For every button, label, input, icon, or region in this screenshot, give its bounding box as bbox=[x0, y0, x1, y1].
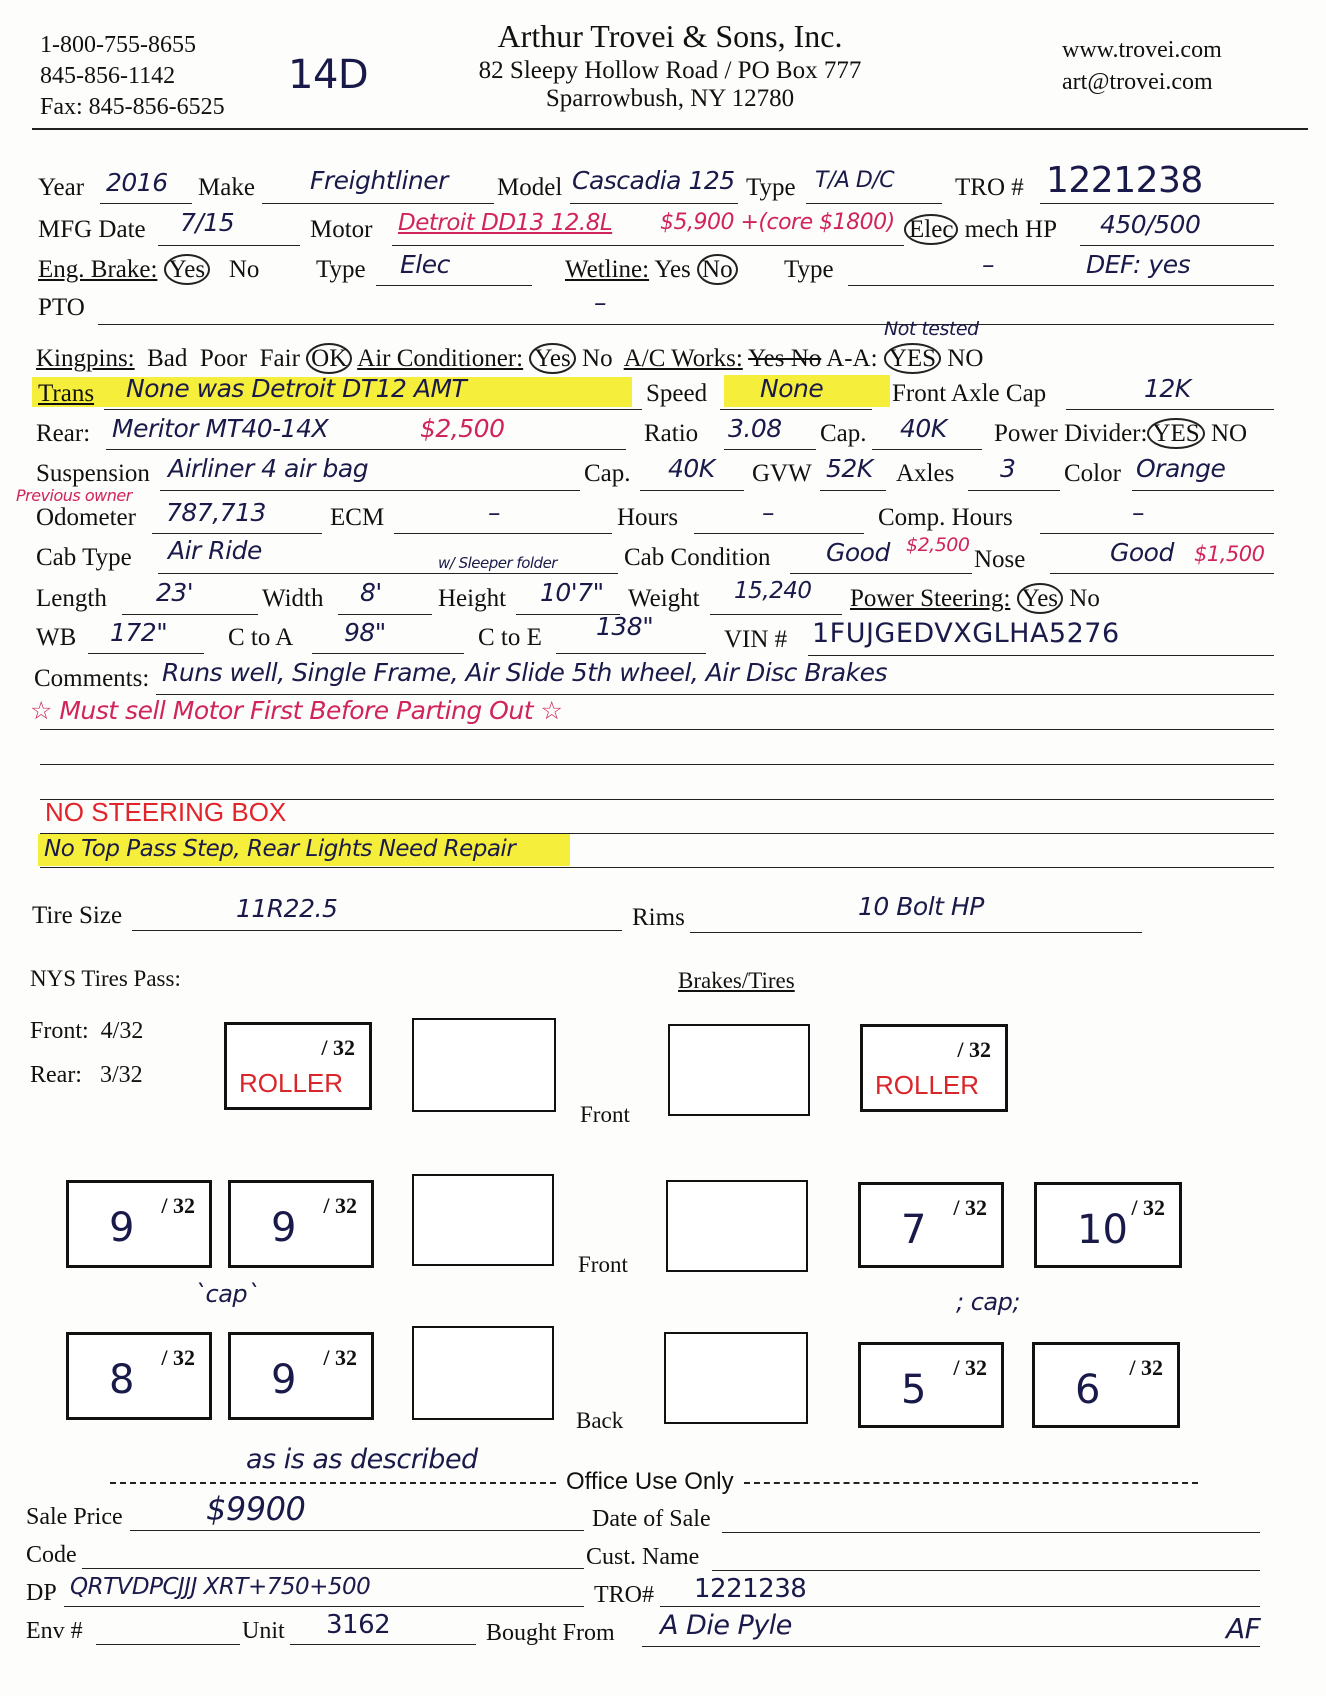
cap-note-left: `cap` bbox=[194, 1280, 259, 1308]
kingpins-ok-circled: OK bbox=[306, 343, 352, 374]
ac-yes-circled: Yes bbox=[529, 343, 575, 374]
tire-box-mid-right-1 bbox=[858, 1182, 1004, 1268]
tread-value: 8 bbox=[109, 1357, 135, 1403]
value-comment-2: ☆ Must sell Motor First Before Parting Out ☆ bbox=[30, 696, 563, 725]
label-c-to-e: C to E bbox=[478, 624, 542, 651]
value-length: 23' bbox=[156, 578, 194, 607]
label-c-to-a: C to A bbox=[228, 624, 294, 651]
motor-type-options bbox=[904, 216, 1057, 244]
label-eng-brake-type: Type bbox=[316, 256, 366, 283]
power-divider-row bbox=[994, 420, 1247, 448]
header-divider bbox=[32, 128, 1308, 130]
label-speed: Speed bbox=[646, 380, 708, 407]
brake-box-front-right bbox=[668, 1024, 810, 1116]
label-width: Width bbox=[262, 585, 324, 612]
tire-box-back-left-1 bbox=[66, 1332, 212, 1420]
tread-value: 9 bbox=[271, 1357, 297, 1403]
power-divider-yes-circled: YES bbox=[1147, 418, 1204, 449]
per32-label: / 32 bbox=[161, 1193, 195, 1218]
ac-no: No bbox=[582, 345, 613, 372]
tire-box-back-left-2 bbox=[228, 1332, 374, 1420]
engine-brake-row bbox=[38, 256, 259, 284]
label-type: Type bbox=[746, 174, 796, 201]
office-divider-left bbox=[110, 1482, 556, 1484]
tire-box-back-right-2 bbox=[1032, 1342, 1180, 1428]
label-height: Height bbox=[438, 585, 507, 612]
value-c-to-e: 138" bbox=[596, 612, 654, 641]
label-air-conditioner: Air Conditioner: bbox=[357, 345, 524, 372]
label-rims: Rims bbox=[632, 904, 685, 931]
value-model: Cascadia 125 bbox=[572, 166, 735, 195]
label-rear-cap: Cap. bbox=[820, 420, 867, 447]
value-type: T/A D/C bbox=[815, 168, 895, 193]
value-motor: Detroit DD13 12.8L bbox=[398, 210, 613, 236]
value-ratio: 3.08 bbox=[728, 414, 782, 443]
label-tro-2: TRO# bbox=[594, 1582, 654, 1608]
label-nose: Nose bbox=[974, 546, 1026, 573]
eng-brake-yes-circled: Yes bbox=[164, 254, 210, 285]
value-susp-cap: 40K bbox=[668, 454, 715, 483]
value-ecm: – bbox=[488, 498, 500, 527]
value-tire-size: 11R22.5 bbox=[236, 894, 338, 923]
value-nose-price: $1,500 bbox=[1194, 542, 1265, 566]
value-rear: Meritor MT40-14X bbox=[112, 414, 329, 443]
value-unit: 3162 bbox=[326, 1610, 391, 1640]
website: www.trovei.com bbox=[1062, 37, 1222, 63]
tire-box-mid-left-1 bbox=[66, 1180, 212, 1268]
value-bought-from: A Die Pyle bbox=[660, 1610, 792, 1641]
label-suspension: Suspension bbox=[36, 460, 150, 487]
label-power-divider: Power Divider: bbox=[994, 420, 1148, 447]
label-axles: Axles bbox=[896, 460, 955, 487]
ac-works-struck: Yes No bbox=[748, 345, 822, 372]
value-year: 2016 bbox=[106, 168, 168, 197]
value-wetline-type: – bbox=[982, 250, 994, 279]
label-brakes-tires: Brakes/Tires bbox=[678, 968, 795, 993]
kingpins-bad: Bad bbox=[147, 345, 188, 372]
value-cab-price: $2,500 bbox=[906, 534, 970, 556]
value-pto: – bbox=[594, 288, 606, 317]
per32-label: / 32 bbox=[321, 1035, 355, 1060]
power-steering-no: No bbox=[1069, 585, 1100, 612]
value-color: Orange bbox=[1136, 454, 1226, 483]
value-mfg-date: 7/15 bbox=[180, 208, 235, 237]
label-code: Code bbox=[26, 1542, 77, 1568]
tread-value: 5 bbox=[901, 1367, 927, 1413]
label-susp-cap: Cap. bbox=[584, 460, 631, 487]
tread-value: 6 bbox=[1075, 1367, 1101, 1413]
value-hours: – bbox=[762, 498, 774, 527]
per32-label: / 32 bbox=[953, 1195, 987, 1220]
label-front-2: Front bbox=[578, 1252, 628, 1277]
as-is-note: as is as described bbox=[246, 1444, 478, 1475]
label-office-use-only: Office Use Only bbox=[566, 1468, 734, 1495]
value-suspension: Airliner 4 air bag bbox=[168, 454, 369, 483]
label-dp: DP bbox=[26, 1580, 57, 1606]
label-eng-brake: Eng. Brake: bbox=[38, 256, 158, 283]
label-ratio: Ratio bbox=[644, 420, 699, 447]
power-steering-yes-circled: Yes bbox=[1017, 583, 1063, 614]
per32-label: / 32 bbox=[953, 1355, 987, 1380]
label-back: Back bbox=[576, 1408, 624, 1433]
label-comp-hours: Comp. Hours bbox=[878, 504, 1013, 531]
label-wetline-type: Type bbox=[784, 256, 834, 283]
value-vin: 1FUJGEDVXGLHA5276 bbox=[812, 618, 1120, 649]
label-comments: Comments: bbox=[34, 665, 150, 692]
label-make: Make bbox=[198, 174, 255, 201]
label-bought-from: Bought From bbox=[486, 1620, 615, 1646]
label-wb: WB bbox=[36, 624, 77, 651]
value-height-note: w/ Sleeper folder bbox=[438, 554, 557, 572]
value-tro-2: 1221238 bbox=[694, 1574, 807, 1604]
brake-box-mid-left bbox=[412, 1174, 554, 1266]
value-cab-condition: Good bbox=[826, 538, 890, 567]
value-wb: 172" bbox=[110, 618, 168, 647]
hand-note-14d: 14D bbox=[288, 52, 369, 98]
wetline-no-circled: No bbox=[697, 254, 738, 285]
tire-box-mid-right-2 bbox=[1034, 1182, 1182, 1268]
roller-label-left: ROLLER bbox=[239, 1068, 344, 1098]
elec-circled: Elec bbox=[904, 214, 958, 245]
label-cust-name: Cust. Name bbox=[586, 1544, 700, 1570]
label-trans: Trans bbox=[38, 380, 95, 407]
cap-note-right: ; cap; bbox=[956, 1288, 1020, 1316]
label-front-1: Front bbox=[580, 1102, 630, 1127]
value-dp: QRTVDPCJJJ XRT+750+500 bbox=[70, 1574, 371, 1600]
aa-no: NO bbox=[947, 345, 984, 372]
per32-label: / 32 bbox=[161, 1345, 195, 1370]
phone-2: 845-856-1142 bbox=[40, 63, 176, 89]
company-block bbox=[420, 18, 920, 113]
tire-box-back-right-1 bbox=[858, 1342, 1004, 1428]
value-cab-type: Air Ride bbox=[168, 536, 262, 565]
label-length: Length bbox=[36, 585, 107, 612]
no-steering-box-note: NO STEERING BOX bbox=[45, 797, 287, 827]
per32-label: / 32 bbox=[323, 1193, 357, 1218]
value-front-axle-cap: 12K bbox=[1144, 374, 1191, 403]
value-nose: Good bbox=[1110, 538, 1174, 567]
value-comment-3: No Top Pass Step, Rear Lights Need Repair bbox=[44, 836, 516, 862]
label-gvw: GVW bbox=[752, 460, 812, 487]
tread-value: 7 bbox=[901, 1207, 927, 1253]
brake-box-front-left bbox=[412, 1018, 556, 1112]
value-odometer: 787,713 bbox=[166, 498, 266, 527]
value-speed: None bbox=[760, 374, 824, 403]
label-vin: VIN # bbox=[724, 626, 788, 653]
value-sale-price: $9900 bbox=[206, 1490, 306, 1528]
value-def: DEF: yes bbox=[1086, 250, 1191, 279]
company-address-1: 82 Sleepy Hollow Road / PO Box 777 bbox=[478, 57, 862, 84]
kingpins-fair: Fair bbox=[259, 345, 300, 372]
aa-yes-circled: YES bbox=[884, 343, 941, 374]
label-power-steering: Power Steering: bbox=[850, 585, 1011, 612]
kingpins-row bbox=[36, 345, 983, 373]
value-tro: 1221238 bbox=[1046, 160, 1203, 201]
value-motor-price: $5,900 +(core $1800) bbox=[660, 210, 895, 235]
label-mfg-date: MFG Date bbox=[38, 216, 146, 243]
label-unit: Unit bbox=[242, 1618, 285, 1644]
value-rims: 10 Bolt HP bbox=[858, 892, 984, 921]
label-ecm: ECM bbox=[330, 504, 385, 531]
value-hp: 450/500 bbox=[1100, 210, 1201, 239]
phone-1: 1-800-755-8655 bbox=[40, 32, 196, 58]
email: art@trovei.com bbox=[1062, 69, 1213, 95]
per32-label: / 32 bbox=[1131, 1195, 1165, 1220]
company-address-2: Sparrowbush, NY 12780 bbox=[545, 85, 795, 112]
eng-brake-no: No bbox=[228, 256, 260, 283]
label-rear-pass: Rear: 3/32 bbox=[30, 1062, 143, 1088]
label-date-of-sale: Date of Sale bbox=[592, 1506, 711, 1532]
label-tire-size: Tire Size bbox=[32, 902, 123, 929]
label-model: Model bbox=[497, 174, 563, 201]
per32-label: / 32 bbox=[957, 1037, 991, 1062]
value-rear-price: $2,500 bbox=[420, 414, 505, 443]
label-weight: Weight bbox=[628, 585, 700, 612]
label-tro: TRO # bbox=[955, 174, 1024, 201]
contact-phones bbox=[40, 30, 225, 123]
label-kingpins: Kingpins: bbox=[36, 345, 135, 372]
value-rear-cap: 40K bbox=[900, 414, 947, 443]
label-nys-tires-pass: NYS Tires Pass: bbox=[30, 966, 181, 991]
label-sale-price: Sale Price bbox=[26, 1504, 123, 1530]
value-prev-owner: Previous owner bbox=[16, 486, 132, 505]
label-odometer: Odometer bbox=[36, 504, 136, 531]
value-axles: 3 bbox=[1000, 454, 1016, 483]
value-comment-1: Runs well, Single Frame, Air Slide 5th wheel, Air Disc Brakes bbox=[162, 658, 887, 687]
brake-box-back-right bbox=[664, 1332, 808, 1424]
wetline-yes: Yes bbox=[654, 256, 691, 283]
label-ac-works: A/C Works: bbox=[623, 345, 743, 372]
value-gvw: 52K bbox=[826, 454, 873, 483]
label-mech-hp: mech HP bbox=[964, 216, 1058, 243]
tread-value: 10 bbox=[1077, 1207, 1128, 1253]
label-cab-condition: Cab Condition bbox=[624, 544, 771, 571]
label-motor: Motor bbox=[310, 216, 373, 243]
tire-box-mid-left-2 bbox=[228, 1180, 374, 1268]
label-year: Year bbox=[38, 174, 85, 201]
label-rear: Rear: bbox=[36, 420, 91, 447]
value-width: 8' bbox=[360, 578, 382, 607]
value-not-tested: Not tested bbox=[884, 318, 979, 340]
office-divider-right bbox=[744, 1482, 1198, 1484]
label-front-axle-cap: Front Axle Cap bbox=[892, 380, 1047, 407]
power-steering-row bbox=[850, 585, 1100, 613]
label-hours: Hours bbox=[617, 504, 679, 531]
tread-value: 9 bbox=[271, 1205, 297, 1251]
label-wetline: Wetline: bbox=[565, 256, 650, 283]
fax-number: Fax: 845-856-6525 bbox=[40, 94, 225, 120]
value-trans: None was Detroit DT12 AMT bbox=[126, 374, 467, 403]
label-front-pass: Front: 4/32 bbox=[30, 1018, 144, 1044]
tire-box-front-right-outer bbox=[860, 1024, 1008, 1112]
roller-label-right: ROLLER bbox=[875, 1070, 980, 1100]
label-env: Env # bbox=[26, 1618, 83, 1644]
power-divider-no: NO bbox=[1210, 420, 1248, 447]
label-color: Color bbox=[1064, 460, 1121, 487]
value-c-to-a: 98" bbox=[344, 618, 386, 647]
label-aa: A-A: bbox=[826, 345, 878, 372]
brake-box-back-left bbox=[412, 1326, 554, 1420]
value-make: Freightliner bbox=[310, 166, 448, 195]
per32-label: / 32 bbox=[323, 1345, 357, 1370]
brake-box-mid-right bbox=[666, 1180, 808, 1272]
label-pto: PTO bbox=[38, 294, 85, 321]
value-eng-brake-type: Elec bbox=[400, 250, 450, 279]
value-comp-hours: – bbox=[1132, 498, 1144, 527]
value-height: 10'7" bbox=[540, 578, 604, 607]
tire-box-front-left-outer bbox=[224, 1022, 372, 1110]
label-cab-type: Cab Type bbox=[36, 544, 132, 571]
per32-label: / 32 bbox=[1129, 1355, 1163, 1380]
value-initials: AF bbox=[1226, 1612, 1261, 1645]
company-name: Arthur Trovei & Sons, Inc. bbox=[497, 18, 843, 54]
kingpins-poor: Poor bbox=[199, 345, 248, 372]
web-contact bbox=[1062, 34, 1222, 98]
tread-value: 9 bbox=[109, 1205, 135, 1251]
wetline-row bbox=[565, 256, 738, 284]
value-weight: 15,240 bbox=[734, 578, 812, 604]
